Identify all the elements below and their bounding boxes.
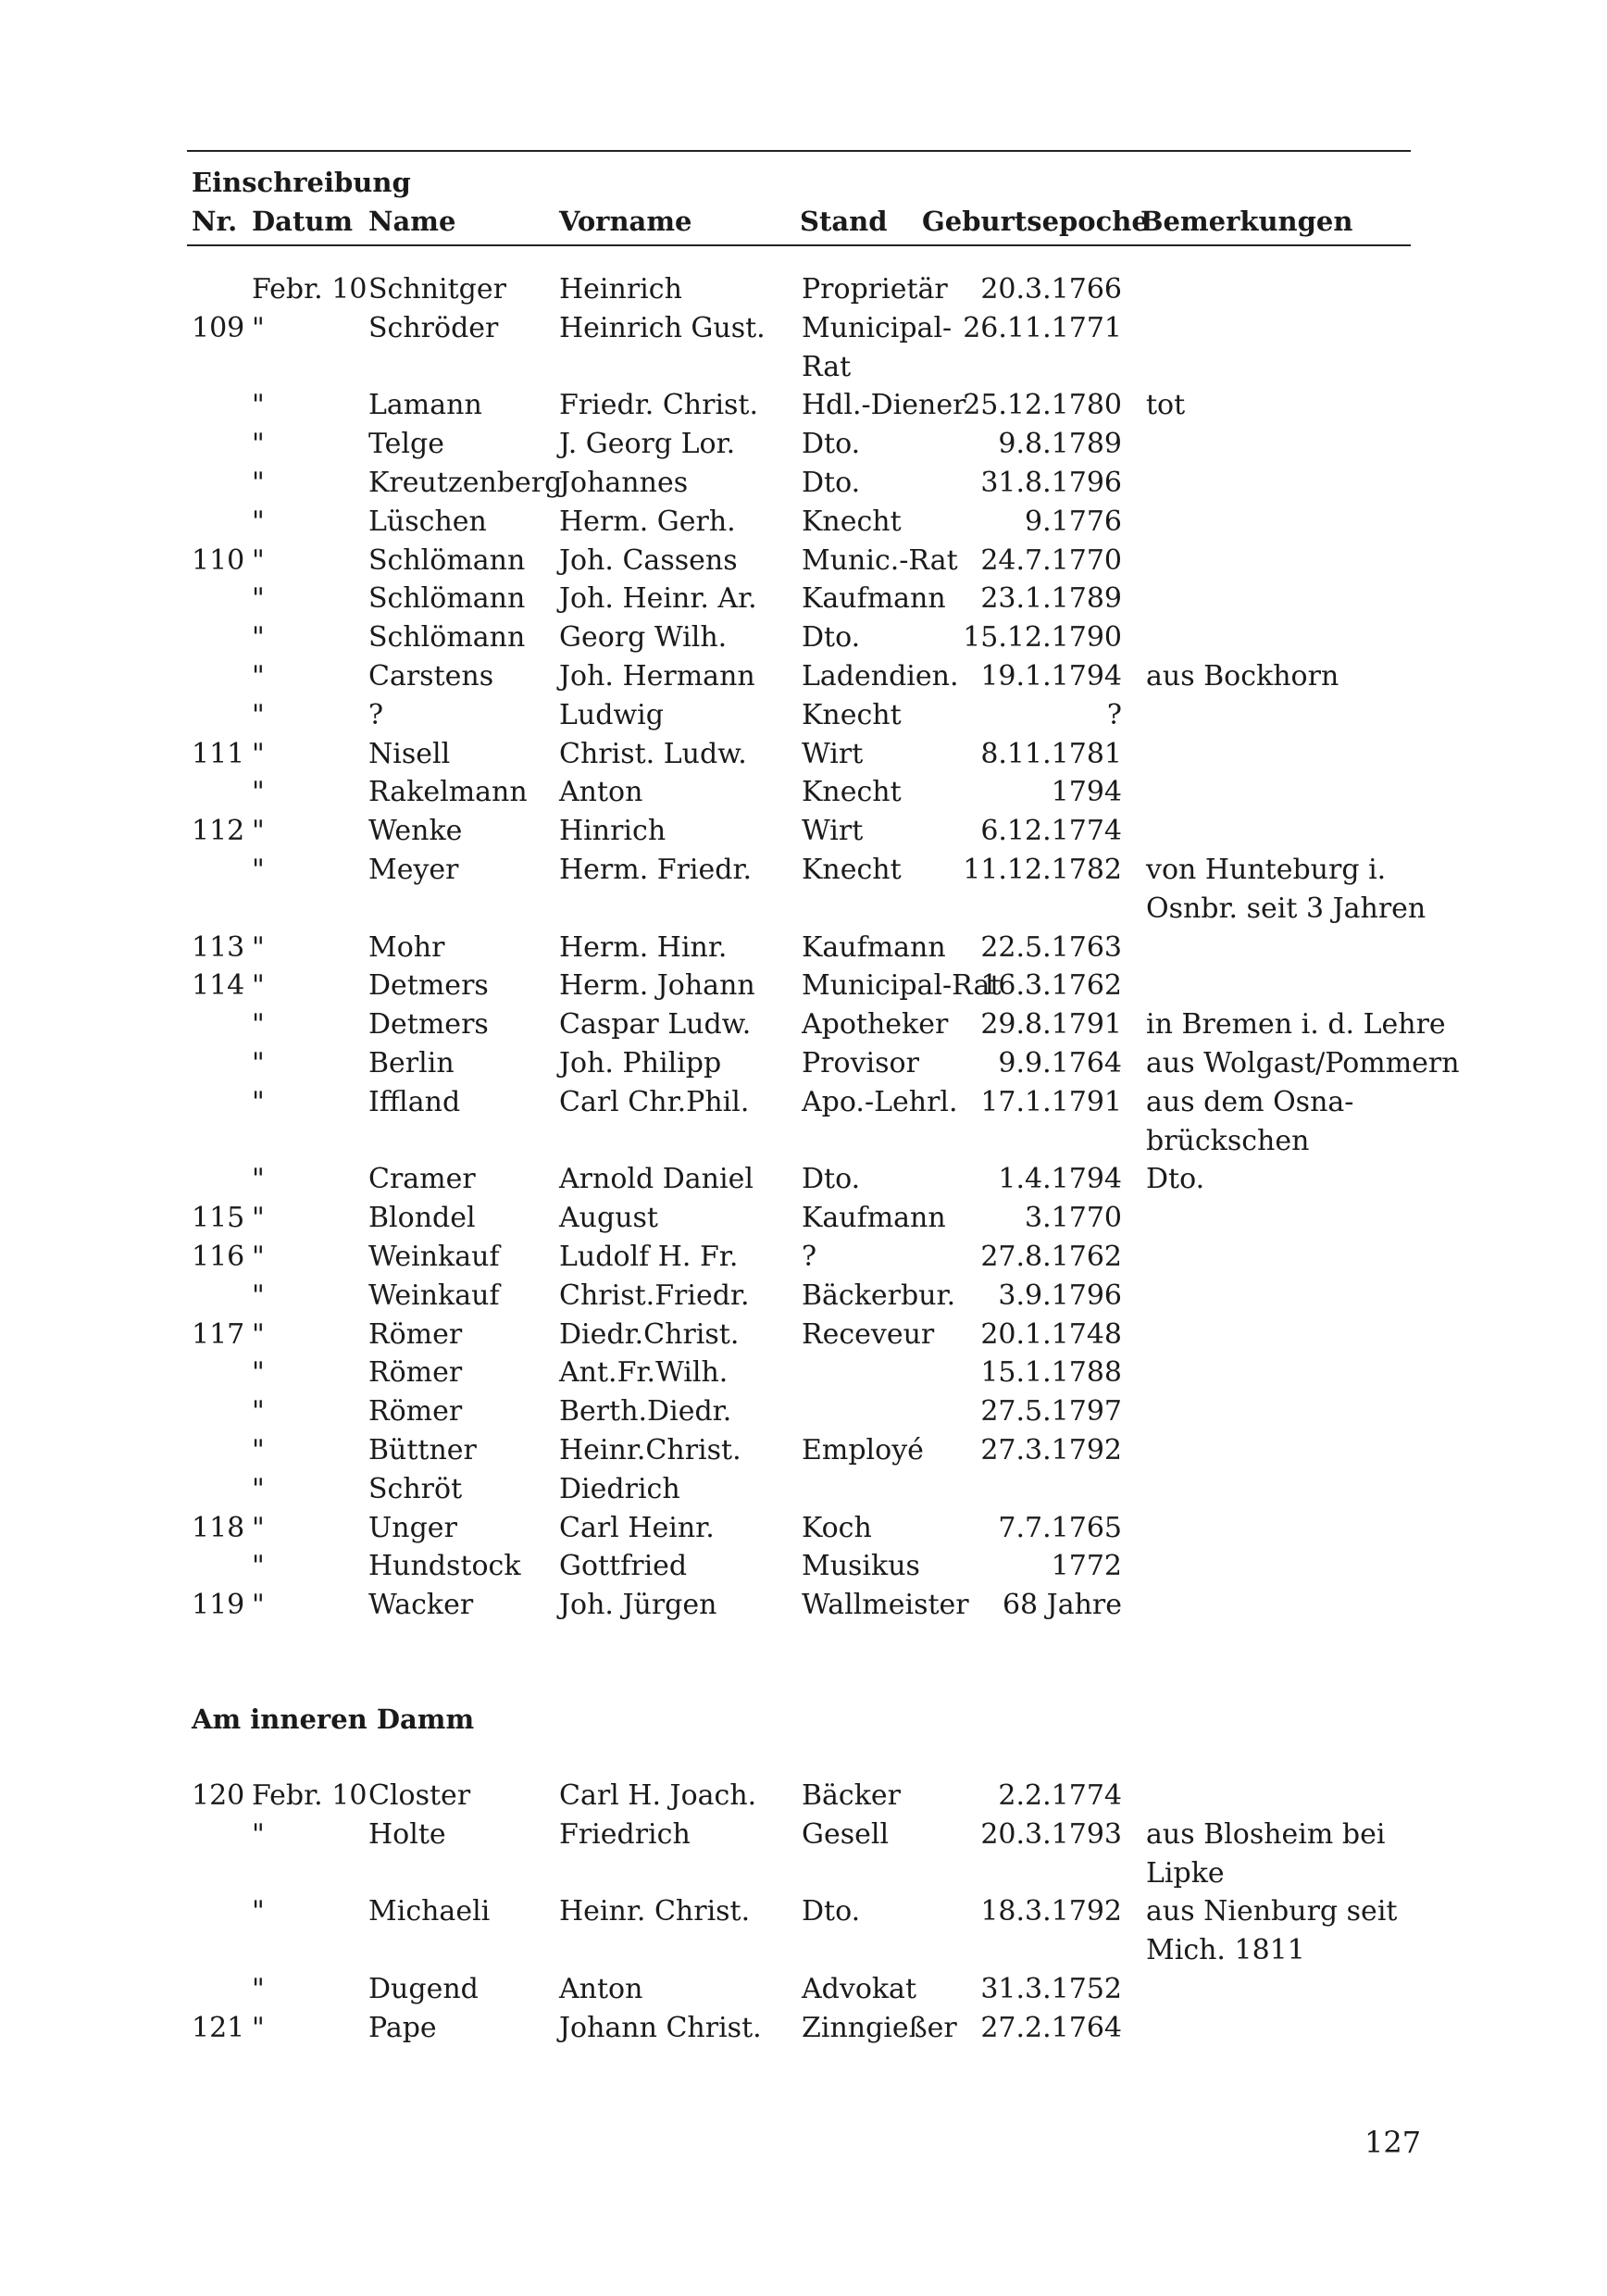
cell-nr: 110	[192, 543, 245, 577]
cell-vorname: Carl Chr.Phil.	[559, 1085, 750, 1118]
cell-vorname: Arnold Daniel	[559, 1163, 754, 1196]
cell-vorname: Johann Christ.	[559, 2011, 762, 2044]
cell-bem: brückschen	[1146, 1124, 1310, 1157]
cell-geb: 29.8.1791	[980, 1008, 1122, 1042]
cell-vorname: Heinr. Christ.	[559, 1895, 751, 1928]
cell-name: Nisell	[368, 737, 451, 770]
cell-vorname: Herm. Gerh.	[559, 505, 736, 538]
cell-datum: "	[252, 1279, 265, 1312]
cell-name: Unger	[368, 1511, 457, 1544]
cell-stand: Knecht	[802, 776, 902, 809]
cell-nr: 113	[192, 930, 245, 964]
cell-geb: 25.12.1780	[963, 389, 1122, 422]
cell-vorname: J. Georg Lor.	[559, 428, 736, 461]
cell-vorname: Heinr.Christ.	[559, 1434, 741, 1466]
cell-nr: 118	[192, 1511, 245, 1544]
cell-vorname: Joh. Hermann	[559, 660, 755, 693]
cell-nr: 111	[192, 737, 245, 770]
cell-geb: ?	[1106, 698, 1122, 731]
cell-geb: 27.3.1792	[980, 1434, 1122, 1466]
header-vorname: Vorname	[559, 206, 692, 237]
cell-bem: aus Bockhorn	[1146, 660, 1339, 693]
cell-vorname: Anton	[559, 776, 643, 809]
cell-vorname: Joh. Heinr. Ar.	[559, 582, 757, 616]
header-datum: Datum	[252, 206, 354, 237]
header-einschreibung: Einschreibung	[192, 167, 411, 198]
cell-datum: "	[252, 1395, 265, 1429]
cell-stand: ?	[802, 1241, 817, 1273]
cell-datum: "	[252, 389, 265, 422]
cell-name: Rakelmann	[368, 776, 528, 809]
cell-vorname: Carl H. Joach.	[559, 1779, 757, 1812]
cell-stand: Kaufmann	[802, 1202, 946, 1235]
cell-name: Schlömann	[368, 621, 526, 655]
cell-geb: 3.9.1796	[998, 1279, 1122, 1312]
cell-name: ?	[368, 698, 384, 731]
cell-geb: 17.1.1791	[980, 1085, 1122, 1118]
cell-stand: Rat	[802, 350, 852, 383]
cell-stand: Municipal-	[802, 311, 953, 344]
cell-stand: Knecht	[802, 505, 902, 538]
header-stand: Stand	[800, 206, 888, 237]
cell-datum: "	[252, 1047, 265, 1079]
cell-geb: 16.3.1762	[980, 969, 1122, 1003]
cell-vorname: August	[559, 1202, 658, 1235]
cell-datum: "	[252, 1434, 265, 1466]
cell-name: Dugend	[368, 1973, 479, 2005]
cell-nr: 120	[192, 1779, 245, 1812]
cell-stand: Wirt	[802, 737, 864, 770]
cell-name: Lamann	[368, 389, 482, 422]
cell-name: Römer	[368, 1395, 463, 1429]
cell-name: Meyer	[368, 854, 459, 886]
cell-datum: "	[252, 1973, 265, 2005]
cell-stand: Knecht	[802, 854, 902, 886]
cell-geb: 26.11.1771	[963, 311, 1122, 344]
cell-stand: Advokat	[802, 1973, 916, 2005]
section-title-am-inneren-damm: Am inneren Damm	[192, 1703, 475, 1735]
cell-stand: Wallmeister	[802, 1589, 969, 1622]
cell-geb: 27.5.1797	[980, 1395, 1122, 1429]
cell-datum: "	[252, 1817, 265, 1851]
cell-name: Schröt	[368, 1472, 463, 1505]
cell-geb: 3.1770	[1025, 1202, 1122, 1235]
cell-name: Schlömann	[368, 582, 526, 616]
cell-geb: 6.12.1774	[980, 815, 1122, 848]
cell-datum: Febr. 10	[252, 1779, 367, 1812]
header-rule	[187, 244, 1411, 246]
cell-name: Carstens	[368, 660, 494, 693]
cell-stand: Dto.	[802, 621, 861, 655]
cell-name: Hundstock	[368, 1550, 521, 1583]
cell-datum: "	[252, 428, 265, 461]
cell-bem: in Bremen i. d. Lehre	[1146, 1008, 1446, 1042]
cell-geb: 9.8.1789	[998, 428, 1122, 461]
cell-datum: "	[252, 582, 265, 616]
header-bemerkungen: Bemerkungen	[1140, 206, 1353, 237]
cell-stand: Bäcker	[802, 1779, 902, 1812]
page-number: 127	[1364, 2125, 1422, 2160]
cell-vorname: Herm. Hinr.	[559, 930, 728, 964]
cell-datum: "	[252, 854, 265, 886]
cell-datum: "	[252, 698, 265, 731]
cell-nr: 112	[192, 815, 245, 848]
cell-datum: "	[252, 467, 265, 499]
cell-datum: "	[252, 815, 265, 848]
cell-name: Berlin	[368, 1047, 455, 1079]
cell-vorname: Christ.Friedr.	[559, 1279, 750, 1312]
cell-datum: "	[252, 2011, 265, 2044]
cell-stand: Kaufmann	[802, 930, 946, 964]
cell-name: Wenke	[368, 815, 463, 848]
cell-geb: 9.9.1764	[998, 1047, 1122, 1079]
cell-name: Römer	[368, 1356, 463, 1390]
cell-datum: "	[252, 1163, 265, 1196]
cell-name: Blondel	[368, 1202, 476, 1235]
cell-geb: 31.8.1796	[980, 467, 1122, 499]
cell-stand: Provisor	[802, 1047, 919, 1079]
cell-vorname: Ludolf H. Fr.	[559, 1241, 739, 1273]
cell-geb: 20.3.1766	[980, 273, 1122, 306]
cell-vorname: Ludwig	[559, 698, 664, 731]
cell-nr: 114	[192, 969, 245, 1003]
cell-geb: 15.12.1790	[963, 621, 1122, 655]
cell-datum: "	[252, 1589, 265, 1622]
cell-nr: 121	[192, 2011, 245, 2044]
cell-vorname: Gottfried	[559, 1550, 688, 1583]
cell-vorname: Georg Wilh.	[559, 621, 728, 655]
cell-bem: Mich. 1811	[1146, 1934, 1305, 1967]
cell-vorname: Joh. Cassens	[559, 543, 738, 577]
cell-bem: Osnbr. seit 3 Jahren	[1146, 892, 1426, 925]
cell-geb: 11.12.1782	[963, 854, 1122, 886]
cell-vorname: Herm. Johann	[559, 969, 755, 1003]
cell-geb: 23.1.1789	[980, 582, 1122, 616]
cell-geb: 18.3.1792	[980, 1895, 1122, 1928]
cell-geb: 24.7.1770	[980, 543, 1122, 577]
cell-stand: Receveur	[802, 1317, 935, 1351]
cell-vorname: Joh. Philipp	[559, 1047, 722, 1079]
cell-geb: 9.1776	[1025, 505, 1122, 538]
cell-geb: 1772	[1051, 1550, 1122, 1583]
cell-name: Telge	[368, 428, 444, 461]
cell-datum: "	[252, 505, 265, 538]
cell-stand: Bäckerbur.	[802, 1279, 956, 1312]
cell-stand: Ladendien.	[802, 660, 959, 693]
cell-name: Wacker	[368, 1589, 474, 1622]
cell-geb: 27.2.1764	[980, 2011, 1122, 2044]
cell-vorname: Friedr. Christ.	[559, 389, 759, 422]
cell-name: Schröder	[368, 311, 499, 344]
cell-stand: Munic.-Rat	[802, 543, 958, 577]
cell-bem: aus dem Osna-	[1146, 1085, 1354, 1118]
cell-stand: Gesell	[802, 1817, 890, 1851]
cell-datum: "	[252, 930, 265, 964]
cell-name: Detmers	[368, 1008, 489, 1042]
cell-stand: Koch	[802, 1511, 872, 1544]
cell-geb: 27.8.1762	[980, 1241, 1122, 1273]
cell-datum: "	[252, 776, 265, 809]
cell-nr: 116	[192, 1241, 245, 1273]
cell-geb: 15.1.1788	[980, 1356, 1122, 1390]
cell-geb: 22.5.1763	[980, 930, 1122, 964]
cell-stand: Dto.	[802, 1895, 861, 1928]
cell-datum: "	[252, 1008, 265, 1042]
cell-vorname: Herm. Friedr.	[559, 854, 753, 886]
header-name: Name	[368, 206, 456, 237]
cell-datum: "	[252, 1085, 265, 1118]
cell-datum: "	[252, 1241, 265, 1273]
cell-datum: "	[252, 1202, 265, 1235]
cell-name: Weinkauf	[368, 1279, 500, 1312]
cell-name: Mohr	[368, 930, 445, 964]
cell-stand: Kaufmann	[802, 582, 946, 616]
cell-nr: 119	[192, 1589, 245, 1622]
cell-stand: Wirt	[802, 815, 864, 848]
cell-stand: Proprietär	[802, 273, 948, 306]
cell-datum: "	[252, 969, 265, 1003]
cell-vorname: Carl Heinr.	[559, 1511, 715, 1544]
cell-datum: "	[252, 660, 265, 693]
cell-bem: aus Nienburg seit	[1146, 1895, 1398, 1928]
cell-datum: "	[252, 1472, 265, 1505]
cell-name: Pape	[368, 2011, 437, 2044]
top-rule	[187, 150, 1411, 152]
cell-datum: "	[252, 621, 265, 655]
cell-stand: Apotheker	[802, 1008, 949, 1042]
cell-vorname: Heinrich Gust.	[559, 311, 766, 344]
cell-name: Schnitger	[368, 273, 506, 306]
cell-geb: 7.7.1765	[998, 1511, 1122, 1544]
cell-bem: von Hunteburg i.	[1146, 854, 1387, 886]
header-nr: Nr.	[192, 206, 238, 237]
cell-stand: Dto.	[802, 1163, 861, 1196]
cell-vorname: Johannes	[559, 467, 689, 499]
cell-name: Büttner	[368, 1434, 477, 1466]
cell-geb: 8.11.1781	[980, 737, 1122, 770]
header-geburtsepoche: Geburtsepoche	[922, 206, 1149, 237]
cell-datum: "	[252, 737, 265, 770]
cell-datum: "	[252, 1317, 265, 1351]
cell-stand: Employé	[802, 1434, 924, 1466]
cell-bem: tot	[1146, 389, 1186, 422]
cell-bem: Dto.	[1146, 1163, 1205, 1196]
cell-vorname: Berth.Diedr.	[559, 1395, 732, 1429]
cell-geb: 20.1.1748	[980, 1317, 1122, 1351]
cell-stand: Zinngießer	[802, 2011, 957, 2044]
cell-vorname: Joh. Jürgen	[559, 1589, 717, 1622]
cell-vorname: Friedrich	[559, 1817, 691, 1851]
cell-name: Römer	[368, 1317, 463, 1351]
cell-geb: 20.3.1793	[980, 1817, 1122, 1851]
cell-datum: "	[252, 1356, 265, 1390]
cell-name: Holte	[368, 1817, 446, 1851]
cell-geb: 2.2.1774	[998, 1779, 1122, 1812]
cell-bem: Lipke	[1146, 1856, 1225, 1890]
cell-vorname: Heinrich	[559, 273, 682, 306]
cell-name: Cramer	[368, 1163, 476, 1196]
cell-bem: aus Wolgast/Pommern	[1146, 1047, 1460, 1079]
cell-vorname: Christ. Ludw.	[559, 737, 747, 770]
cell-name: Iffland	[368, 1085, 461, 1118]
cell-geb: 1.4.1794	[998, 1163, 1122, 1196]
cell-name: Schlömann	[368, 543, 526, 577]
cell-vorname: Anton	[559, 1973, 643, 2005]
cell-bem: aus Blosheim bei	[1146, 1817, 1386, 1851]
cell-vorname: Ant.Fr.Wilh.	[559, 1356, 729, 1390]
cell-name: Lüschen	[368, 505, 487, 538]
cell-nr: 115	[192, 1202, 245, 1235]
cell-stand: Knecht	[802, 698, 902, 731]
cell-geb: 1794	[1051, 776, 1122, 809]
cell-vorname: Diedrich	[559, 1472, 680, 1505]
cell-geb: 68 Jahre	[1002, 1589, 1122, 1622]
cell-geb: 31.3.1752	[980, 1973, 1122, 2005]
cell-vorname: Hinrich	[559, 815, 666, 848]
cell-datum: "	[252, 311, 265, 344]
cell-datum: "	[252, 1550, 265, 1583]
cell-datum: "	[252, 1511, 265, 1544]
cell-geb: 19.1.1794	[980, 660, 1122, 693]
cell-name: Weinkauf	[368, 1241, 500, 1273]
cell-vorname: Caspar Ludw.	[559, 1008, 752, 1042]
cell-datum: "	[252, 543, 265, 577]
cell-stand: Dto.	[802, 428, 861, 461]
cell-stand: Musikus	[802, 1550, 920, 1583]
cell-datum: Febr. 10	[252, 273, 367, 306]
cell-stand: Dto.	[802, 467, 861, 499]
cell-stand: Hdl.-Diener	[802, 389, 966, 422]
cell-stand: Municipal-Rat	[802, 969, 1002, 1003]
cell-name: Michaeli	[368, 1895, 491, 1928]
cell-stand: Apo.-Lehrl.	[802, 1085, 958, 1118]
cell-nr: 117	[192, 1317, 245, 1351]
cell-datum: "	[252, 1895, 265, 1928]
cell-nr: 109	[192, 311, 245, 344]
cell-name: Detmers	[368, 969, 489, 1003]
cell-name: Closter	[368, 1779, 471, 1812]
cell-vorname: Diedr.Christ.	[559, 1317, 740, 1351]
cell-name: Kreutzenberg	[368, 467, 563, 499]
